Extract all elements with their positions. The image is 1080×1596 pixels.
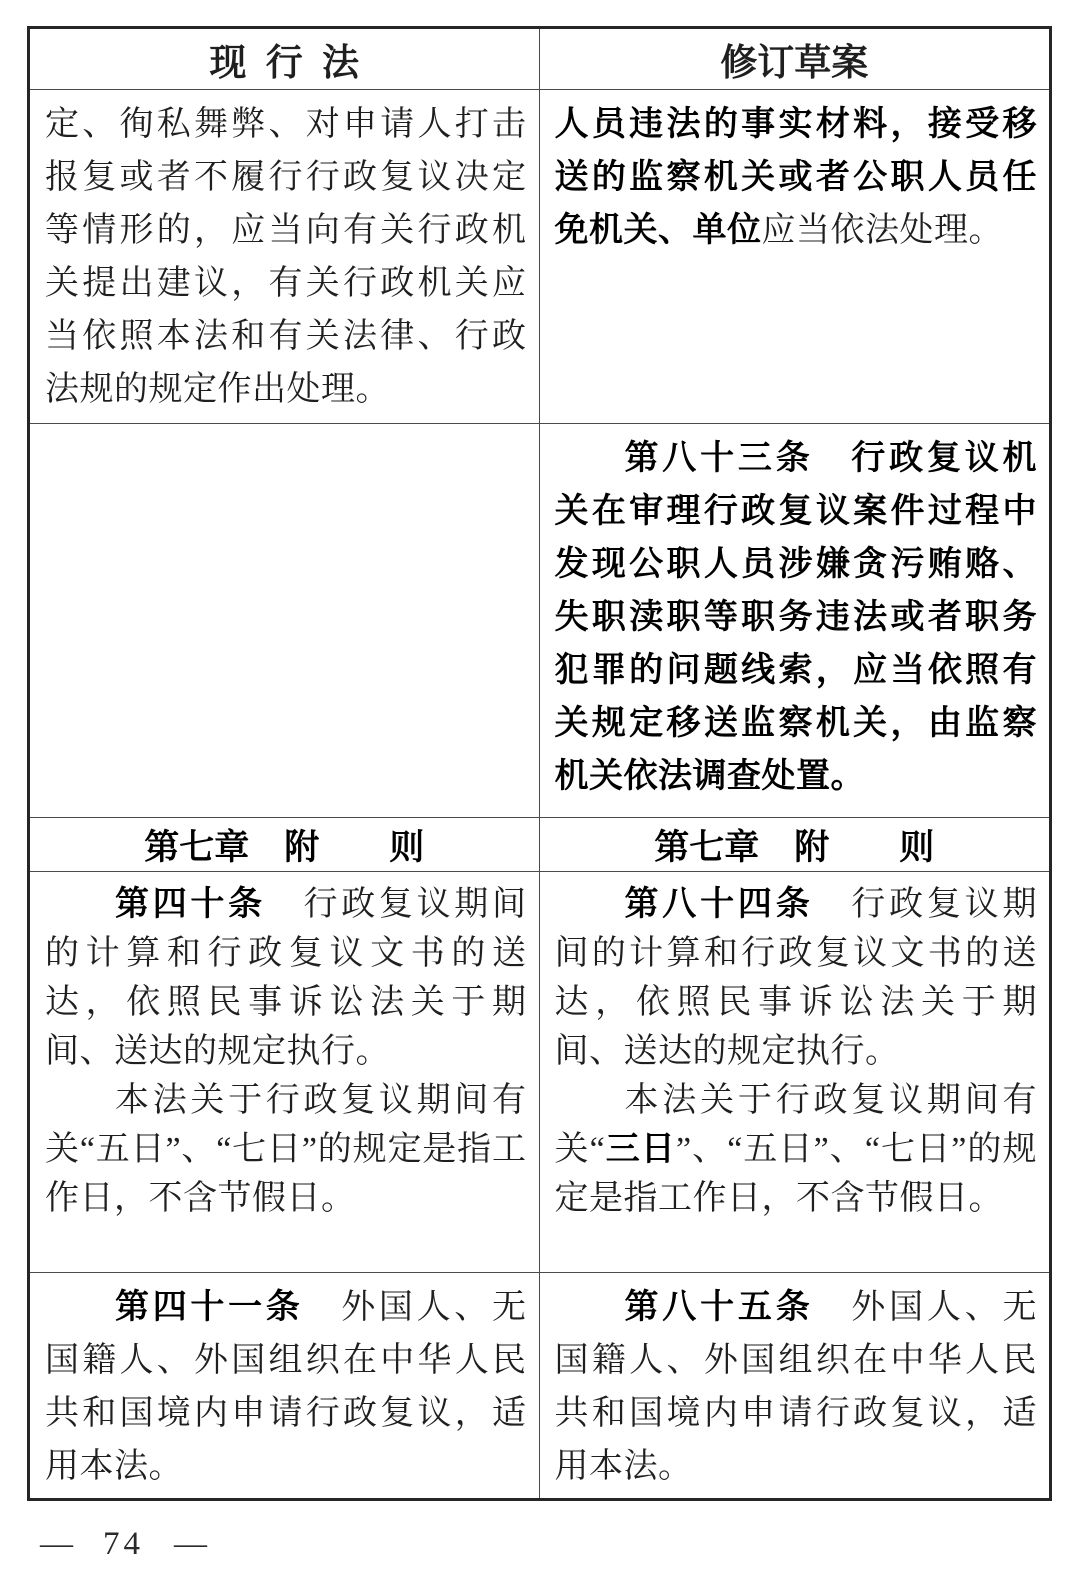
revision-draft-cell-1 bbox=[540, 90, 1050, 423]
article-40-paragraph-1 bbox=[45, 880, 527, 1076]
text-segment: ”、“五日”、“七日”的规定是指工作日，不含节假日。 bbox=[554, 1131, 1038, 1217]
table-row-4 bbox=[30, 871, 1049, 1272]
page-footer bbox=[40, 1526, 207, 1563]
table-row-2 bbox=[30, 423, 1049, 817]
article-40-paragraph-2 bbox=[45, 1076, 527, 1223]
footer-left-dash: — bbox=[40, 1526, 73, 1562]
text-segment-bold: 人员违法的事实材料，接受移送的监察机关或者公职人员任免机关、单位 bbox=[554, 105, 1037, 249]
text-segment: 行政复议期间的计算和行政复议文书的送达，依照民事诉讼法关于期间、送达的规定执行。 bbox=[45, 886, 527, 1070]
revision-draft-chapter-heading bbox=[540, 818, 1050, 871]
article-83-paragraph bbox=[555, 432, 1038, 803]
article-85-paragraph bbox=[555, 1281, 1038, 1493]
text-segment: 本法关于行政复议期间有关“五日”、“七日”的规定是指工作日，不含节假日。 bbox=[45, 1082, 527, 1217]
article-41-paragraph bbox=[45, 1281, 527, 1493]
law-paragraph bbox=[45, 98, 527, 416]
text-segment: 本法关于行政复议期间有关“ bbox=[554, 1082, 1037, 1168]
table-header-row bbox=[30, 29, 1049, 89]
article-84-paragraph-1 bbox=[555, 880, 1038, 1076]
table-row-5 bbox=[30, 1272, 1049, 1498]
chapter-heading-row bbox=[30, 817, 1049, 871]
text-segment: 应当依法处理。 bbox=[761, 212, 1003, 249]
article-number-bold: 第八十四条 bbox=[624, 885, 814, 923]
table-row-1 bbox=[30, 89, 1049, 423]
current-law-cell-1 bbox=[30, 90, 540, 423]
text-segment: 行政复议期间的计算和行政复议文书的送达，依照民事诉讼法关于期间、送达的规定执行。 bbox=[554, 886, 1037, 1070]
article-number-bold: 第八十五条 bbox=[624, 1288, 814, 1326]
revision-draft-header-label: 修订草案 bbox=[720, 43, 869, 84]
revision-draft-cell-4 bbox=[540, 872, 1050, 1272]
current-law-header-label: 现 行 法 bbox=[209, 43, 359, 84]
article-number: 第四十条 bbox=[115, 886, 266, 923]
footer-right-dash: — bbox=[174, 1526, 207, 1562]
article-number: 第四十一条 bbox=[115, 1289, 304, 1326]
revision-draft-cell-5 bbox=[540, 1273, 1050, 1498]
revision-draft-header bbox=[540, 29, 1050, 89]
article-84-paragraph-2 bbox=[555, 1076, 1038, 1223]
text-segment-bold: 三日 bbox=[605, 1130, 676, 1168]
text-segment: 外国人、无国籍人、外国组织在中华人民共和国境内申请行政复议，适用本法。 bbox=[554, 1289, 1037, 1485]
current-law-cell-2-empty bbox=[30, 424, 540, 817]
current-law-chapter-heading bbox=[30, 818, 540, 871]
chapter-heading-label: 第七章 附 则 bbox=[144, 827, 425, 867]
law-comparison-table bbox=[27, 26, 1052, 1501]
law-paragraph bbox=[555, 98, 1038, 257]
page-number: 74 bbox=[103, 1526, 144, 1562]
current-law-cell-4 bbox=[30, 872, 540, 1272]
chapter-heading-label: 第七章 附 则 bbox=[654, 827, 935, 867]
current-law-cell-5 bbox=[30, 1273, 540, 1498]
text-segment-bold: 第八十三条 行政复议机关在审理行政复议案件过程中发现公职人员涉嫌贪污贿赂、失职渎职等职务违法或者职务犯罪的问题线索，应当依照有关规定移送监察机关，由监察机关依法调查处置。 bbox=[554, 439, 1037, 795]
text-segment: 外国人、无国籍人、外国组织在中华人民共和国境内申请行政复议，适用本法。 bbox=[45, 1289, 527, 1485]
current-law-header bbox=[30, 29, 540, 89]
revision-draft-cell-2 bbox=[540, 424, 1050, 817]
text-segment: 定、徇私舞弊、对申请人打击报复或者不履行行政复议决定等情形的，应当向有关行政机关提出建议，有关行政机关应当依照本法和有关法律、行政法规的规定作出处理。 bbox=[45, 106, 527, 408]
